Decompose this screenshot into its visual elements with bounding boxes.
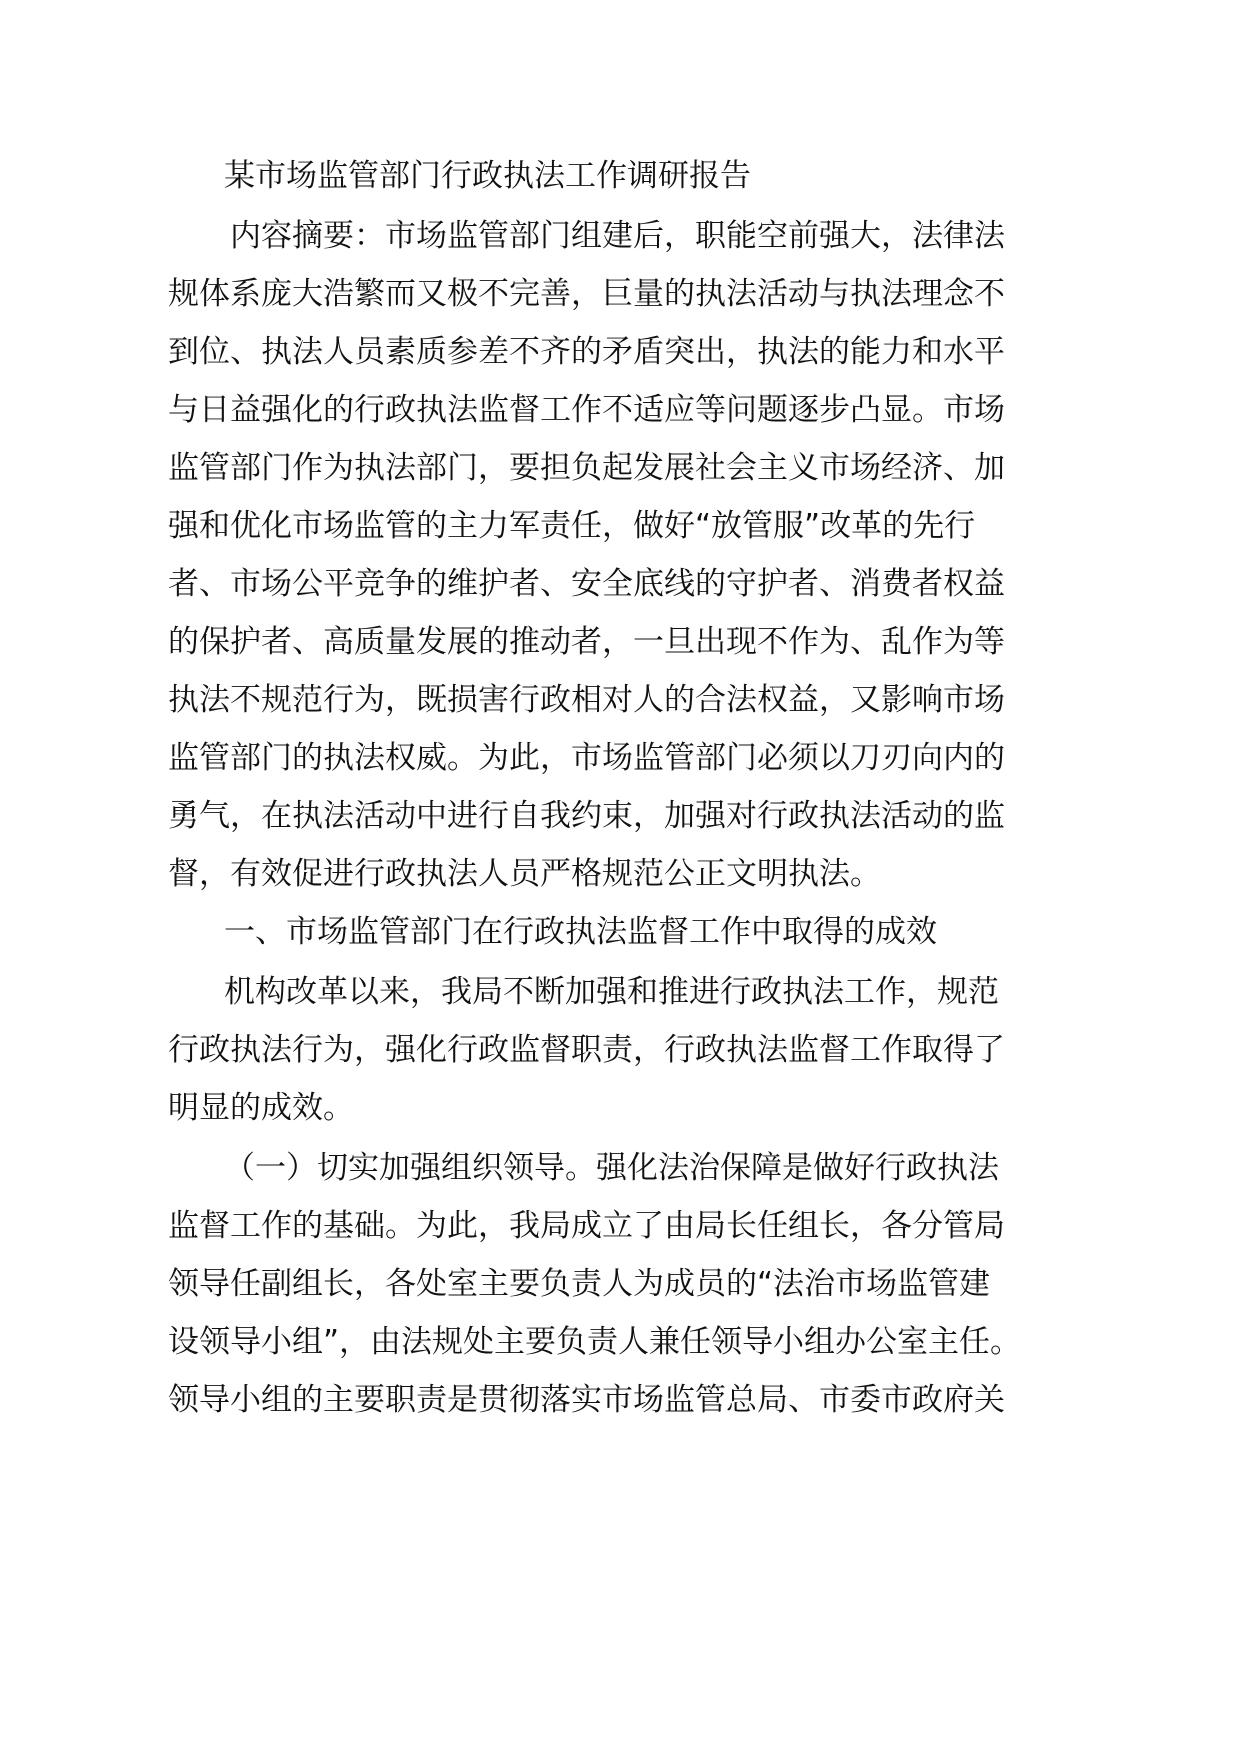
body-line: 行政执法行为，强化行政监督职责，行政执法监督工作取得了	[168, 1032, 1005, 1068]
abstract-line: 的保护者、高质量发展的推动者，一旦出现不作为、乱作为等	[168, 624, 1005, 660]
body-line: 设领导小组”，由法规处主要负责人兼任领导小组办公室主任。	[168, 1324, 1022, 1360]
abstract-line: 到位、执法人员素质参差不齐的矛盾突出，执法的能力和水平	[168, 334, 1005, 370]
body-line: 领导任副组长，各处室主要负责人为成员的“法治市场监管建	[168, 1266, 991, 1302]
body-line: 监督工作的基础。为此，我局成立了由局长任组长，各分管局	[168, 1208, 1005, 1244]
body-line: 明显的成效。	[168, 1090, 354, 1126]
body-line: 领导小组的主要职责是贯彻落实市场监管总局、市委市政府关	[168, 1382, 1005, 1418]
abstract-line: 勇气，在执法活动中进行自我约束，加强对行政执法活动的监	[168, 798, 1005, 834]
abstract-line: 强和优化市场监管的主力军责任，做好“放管服”改革的先行	[168, 508, 976, 544]
section-heading: 一、市场监管部门在行政执法监督工作中取得的成效	[224, 914, 937, 950]
abstract-line: 执法不规范行为，既损害行政相对人的合法权益，又影响市场	[168, 682, 1005, 718]
abstract-line: 规体系庞大浩繁而又极不完善，巨量的执法活动与执法理念不	[168, 276, 1005, 312]
abstract-line: 监管部门的执法权威。为此，市场监管部门必须以刀刃向内的	[168, 740, 1005, 776]
abstract-line: 内容摘要：市场监管部门组建后，职能空前强大，法律法	[230, 218, 1005, 254]
document-title: 某市场监管部门行政执法工作调研报告	[224, 158, 751, 194]
abstract-line: 监管部门作为执法部门，要担负起发展社会主义市场经济、加	[168, 450, 1005, 486]
body-line: 机构改革以来，我局不断加强和推进行政执法工作，规范	[224, 974, 999, 1010]
abstract-line: 与日益强化的行政执法监督工作不适应等问题逐步凸显。市场	[168, 392, 1005, 428]
subsection-heading-line: （一）切实加强组织领导。强化法治保障是做好行政执法	[224, 1150, 999, 1186]
abstract-line: 者、市场公平竞争的维护者、安全底线的守护者、消费者权益	[168, 566, 1005, 602]
abstract-line: 督，有效促进行政执法人员严格规范公正文明执法。	[168, 856, 881, 892]
